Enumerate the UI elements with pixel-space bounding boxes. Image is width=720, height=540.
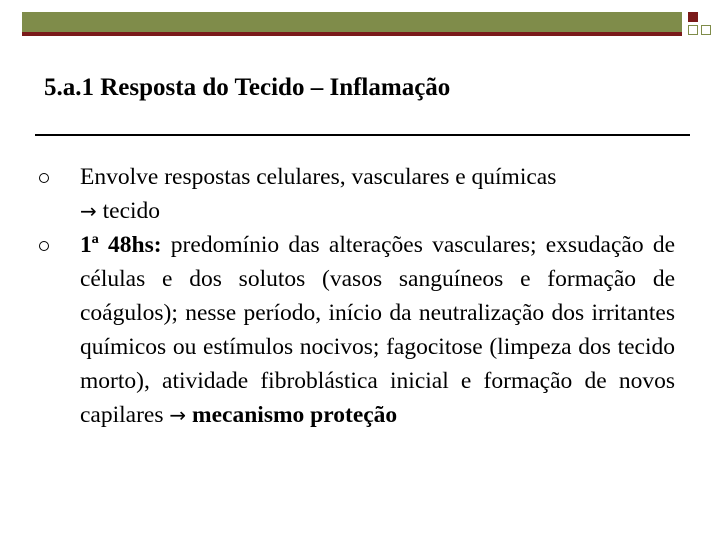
outline-square-icon (688, 25, 698, 35)
circle-bullet-icon (39, 173, 49, 183)
bullet-list (35, 160, 675, 432)
bullet-item (35, 160, 675, 228)
bullet-text-main: predomínio das alterações vasculares; exsudação de células e dos solutos (vasos sanguíneos e formação de coágulos); nesse período, início da neutralização dos irritantes químicos ou estímulos nocivos; fagocitose (limpeza dos tecido morto), atividade fibroblástica inicial e formação de novos capilares (80, 232, 676, 428)
circle-bullet-icon (39, 241, 49, 251)
maroon-square-icon (688, 12, 698, 22)
outline-square-icon (701, 25, 711, 35)
bullet-text (80, 160, 675, 228)
arrow-icon: → (80, 199, 97, 223)
bullet-bold-tail: mecanismo proteção (186, 402, 398, 428)
slide-title: 5.a.1 Resposta do Tecido – Inflamação (44, 74, 451, 101)
bullet-item (35, 228, 675, 432)
title-divider (35, 134, 690, 136)
bullet-text (80, 228, 675, 432)
header-bar (22, 12, 682, 36)
bullet-text-main: Envolve respostas celulares, vasculares e químicas (80, 164, 557, 190)
bullet-text-tail: tecido (96, 198, 161, 224)
arrow-icon: → (169, 403, 187, 427)
bullet-bold-lead: 1ª 48hs: (80, 232, 162, 258)
